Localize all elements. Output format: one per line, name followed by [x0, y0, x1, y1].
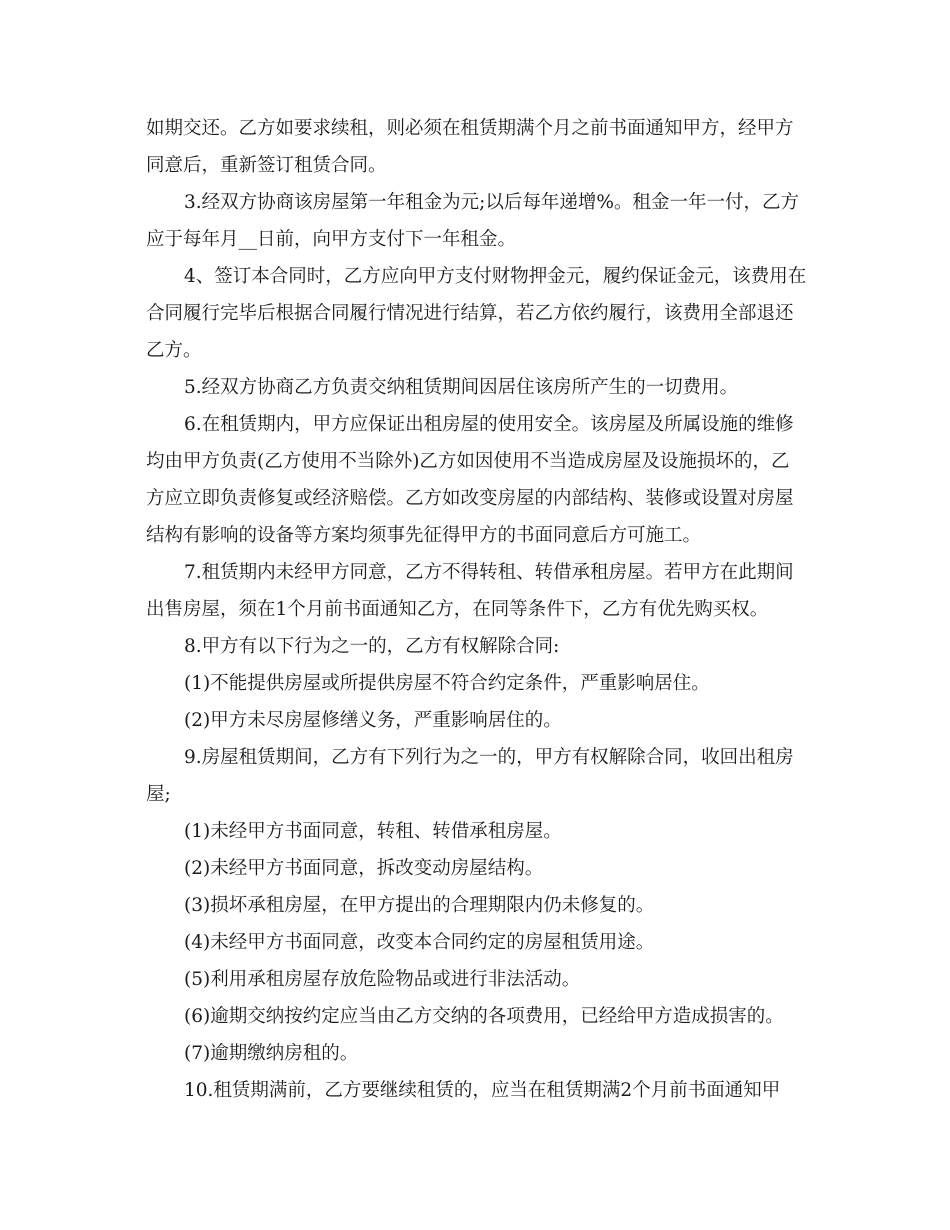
clause-8-item-2: (2)甲方未尽房屋修缮义务，严重影响居住的。 — [184, 710, 562, 731]
text-line: 同意后，重新签订租赁合同。 — [146, 155, 387, 176]
clause-10: 10.租赁期满前，乙方要继续租赁的，应当在租赁期满2个月前书面通知甲 — [184, 1080, 781, 1101]
text-line: 结构有影响的设备等方案均须事先征得甲方的书面同意后方可施工。 — [146, 525, 702, 546]
text-line: 均由甲方负责(乙方使用不当除外)乙方如因使用不当造成房屋及设施损坏的，乙 — [146, 451, 790, 472]
clause-3: 3.经双方协商该房屋第一年租金为元;以后每年递增%。租金一年一付，乙方 — [184, 192, 799, 213]
clause-9-item-7: (7)逾期缴纳房租的。 — [184, 1043, 359, 1064]
clause-6: 6.在租赁期内，甲方应保证出租房屋的使用安全。该房屋及所属设施的维修 — [184, 414, 794, 435]
clause-9-item-6: (6)逾期交纳按约定应当由乙方交纳的各项费用，已经给甲方造成损害的。 — [184, 1006, 784, 1027]
text-line: 屋; — [146, 784, 171, 805]
clause-9-item-2: (2)未经甲方书面同意，拆改变动房屋结构。 — [184, 858, 544, 879]
text-line: 方应立即负责修复或经济赔偿。乙方如改变房屋的内部结构、装修或设置对房屋 — [146, 488, 794, 509]
clause-9-item-5: (5)利用承租房屋存放危险物品或进行非法活动。 — [184, 969, 581, 990]
clause-8: 8.甲方有以下行为之一的，乙方有权解除合同: — [184, 636, 560, 657]
clause-4: 4、签订本合同时，乙方应向甲方支付财物押金元，履约保证金元，该费用在 — [184, 266, 807, 287]
clause-9-item-3: (3)损坏承租房屋，在甲方提出的合理期限内仍未修复的。 — [184, 895, 655, 916]
clause-9: 9.房屋租赁期间，乙方有下列行为之一的，甲方有权解除合同，收回出租房 — [184, 747, 794, 768]
text-line: 乙方。 — [146, 340, 202, 361]
clause-7: 7.租赁期内未经甲方同意，乙方不得转租、转借承租房屋。若甲方在此期间 — [184, 562, 794, 583]
clause-8-item-1: (1)不能提供房屋或所提供房屋不符合约定条件，严重影响居住。 — [184, 673, 710, 694]
text-line: 应于每年月__日前，向甲方支付下一年租金。 — [146, 229, 517, 250]
text-line: 出售房屋，须在1个月前书面通知乙方，在同等条件下，乙方有优先购买权。 — [146, 599, 769, 620]
document-body — [146, 110, 810, 1109]
clause-5: 5.经双方协商乙方负责交纳租赁期间因居住该房所产生的一切费用。 — [184, 377, 739, 398]
text-line: 如期交还。乙方如要求续租，则必须在租赁期满个月之前书面通知甲方，经甲方 — [146, 118, 794, 139]
clause-9-item-4: (4)未经甲方书面同意，改变本合同约定的房屋租赁用途。 — [184, 932, 655, 953]
clause-9-item-1: (1)未经甲方书面同意，转租、转借承租房屋。 — [184, 821, 562, 842]
text-line: 合同履行完毕后根据合同履行情况进行结算，若乙方依约履行，该费用全部退还 — [146, 303, 794, 324]
